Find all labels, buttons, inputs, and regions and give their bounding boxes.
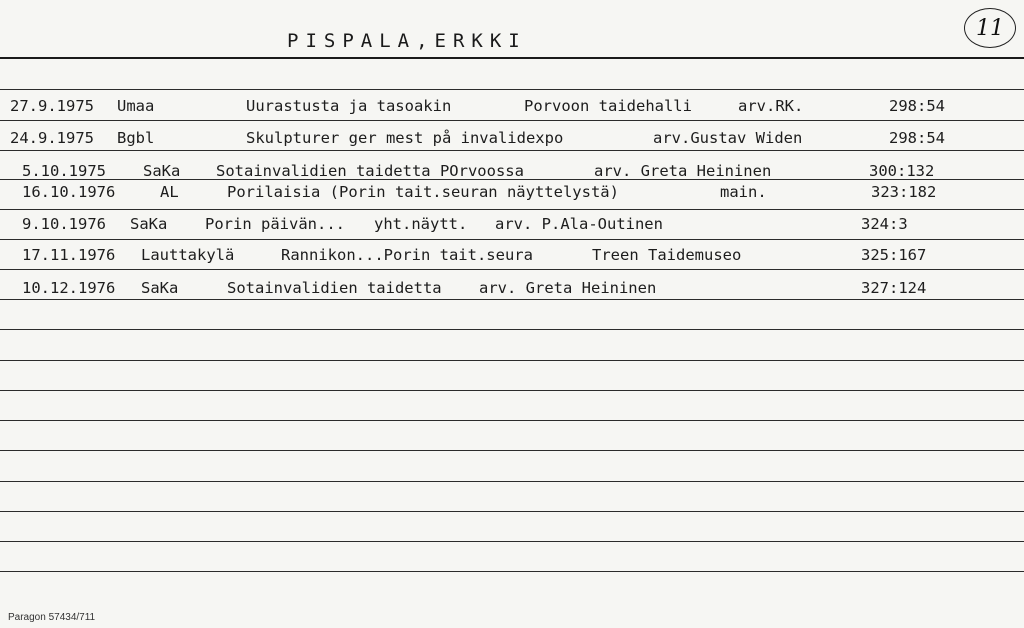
- entry-venue: yht.näytt.: [374, 215, 468, 233]
- entry-title: Uurastusta ja tasoakin: [246, 97, 452, 115]
- card-number-circle: 11: [964, 8, 1016, 48]
- entry-title: Sotainvalidien taidetta: [227, 279, 442, 297]
- entry-ref: 325:167: [861, 246, 927, 264]
- entry-title: Porilaisia (Porin tait.seuran näyttelystä): [227, 183, 619, 201]
- entry-source: Umaa: [117, 97, 155, 115]
- ruled-line: [0, 390, 1024, 391]
- entry-date: 16.10.1976: [22, 183, 116, 201]
- entry-note: arv.Gustav Widen: [653, 129, 803, 147]
- entry-ref: 324:3: [861, 215, 908, 233]
- entry-date: 17.11.1976: [22, 246, 116, 264]
- entry-source: SaKa: [130, 215, 168, 233]
- entry-date: 9.10.1976: [22, 215, 106, 233]
- entry-date: 24.9.1975: [10, 129, 94, 147]
- card-title: PISPALA,ERKKI: [287, 30, 527, 52]
- entry-note: arv.RK.: [738, 97, 804, 115]
- entry-note: arv. Greta Heininen: [479, 279, 657, 297]
- entry-ref: 298:54: [889, 97, 945, 115]
- entry-note: main.: [720, 183, 767, 201]
- entry-venue: Porvoon taidehalli: [524, 97, 692, 115]
- entry-source: Bgbl: [117, 129, 155, 147]
- ruled-line: [0, 299, 1024, 300]
- entry-date: 5.10.1975: [22, 162, 106, 180]
- entry-note: arv. P.Ala-Outinen: [495, 215, 663, 233]
- ruled-line: [0, 89, 1024, 90]
- ruled-line: [0, 209, 1024, 210]
- entry-note: Treen Taidemuseo: [592, 246, 742, 264]
- entry-note: arv. Greta Heininen: [594, 162, 772, 180]
- ruled-line: [0, 420, 1024, 421]
- ruled-line: [0, 329, 1024, 330]
- ruled-line: [0, 269, 1024, 270]
- header-rule: [0, 57, 1024, 59]
- entry-ref: 300:132: [869, 162, 935, 180]
- print-mark: Paragon 57434/711: [8, 612, 96, 623]
- entry-ref: 298:54: [889, 129, 945, 147]
- entry-title: Skulpturer ger mest på invalidexpo: [246, 129, 564, 147]
- ruled-line: [0, 239, 1024, 240]
- ruled-line: [0, 360, 1024, 361]
- ruled-line: [0, 511, 1024, 512]
- entry-source: SaKa: [143, 162, 181, 180]
- entry-date: 27.9.1975: [10, 97, 94, 115]
- entry-source: SaKa: [141, 279, 179, 297]
- entry-date: 10.12.1976: [22, 279, 116, 297]
- entry-ref: 327:124: [861, 279, 927, 297]
- entry-title: Rannikon...Porin tait.seura: [281, 246, 533, 264]
- entry-title: Sotainvalidien taidetta POrvoossa: [216, 162, 524, 180]
- ruled-line: [0, 450, 1024, 451]
- ruled-line: [0, 150, 1024, 151]
- ruled-line: [0, 481, 1024, 482]
- ruled-line: [0, 541, 1024, 542]
- entry-ref: 323:182: [871, 183, 937, 201]
- ruled-line: [0, 120, 1024, 121]
- ruled-line: [0, 571, 1024, 572]
- entry-source: Lauttakylä: [141, 246, 235, 264]
- entry-source: AL: [160, 183, 179, 201]
- entry-title: Porin päivän...: [205, 215, 345, 233]
